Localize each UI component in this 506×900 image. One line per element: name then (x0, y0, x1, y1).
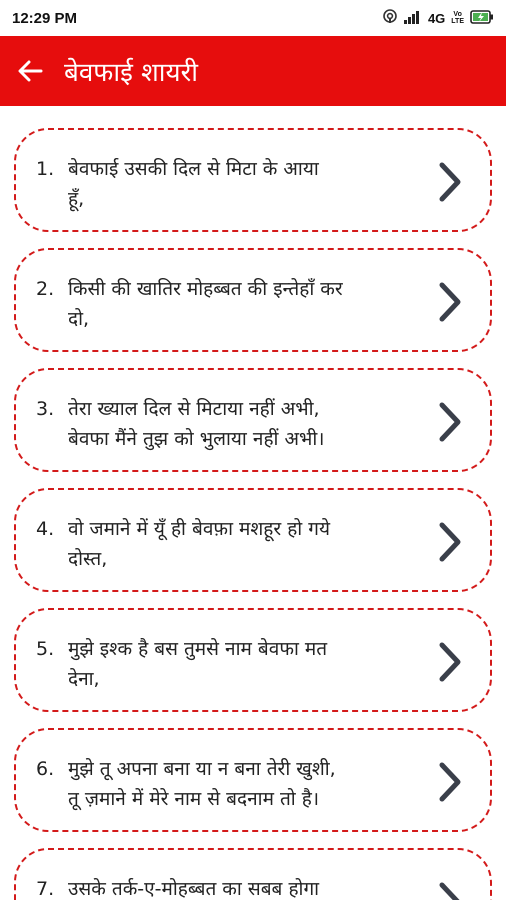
app-bar (0, 36, 506, 106)
network-type: 4G (427, 10, 446, 26)
list-item[interactable] (14, 608, 492, 712)
chevron-right-icon[interactable] (430, 160, 470, 204)
list-item[interactable] (14, 248, 492, 352)
chevron-right-icon[interactable] (430, 640, 470, 684)
status-bar (0, 0, 506, 36)
item-line2: देना, (68, 668, 100, 690)
chevron-right-icon[interactable] (430, 520, 470, 564)
item-line1: बेवफाई उसकी दिल से मिटा के आया (68, 158, 319, 180)
list-item-text (36, 754, 432, 814)
item-number: 5. (36, 638, 55, 660)
list-item-text (36, 514, 432, 574)
item-line1: तेरा ख्याल दिल से मिटाया नहीं अभी, (68, 398, 320, 420)
item-line1: किसी की खातिर मोहब्बत की इन्तेहाँ कर (68, 278, 343, 300)
list-item[interactable] (14, 848, 492, 900)
chevron-right-icon[interactable] (430, 760, 470, 804)
list-item[interactable] (14, 728, 492, 832)
item-line2: तू ज़माने में मेरे नाम से बदनाम तो है। (68, 788, 320, 810)
chevron-right-icon[interactable] (430, 400, 470, 444)
shayari-list[interactable] (0, 106, 506, 900)
page-title: बेवफाई शायरी (64, 58, 198, 88)
arrow-left-icon[interactable] (14, 55, 46, 87)
chevron-right-icon[interactable] (430, 280, 470, 324)
list-item-text (36, 874, 432, 900)
status-icons (382, 8, 494, 28)
item-number: 1. (36, 158, 55, 180)
battery-charging-icon (470, 9, 494, 28)
item-line2: दोस्त, (68, 548, 108, 570)
list-item[interactable] (14, 128, 492, 232)
list-item-text (36, 634, 432, 694)
list-item-text (36, 394, 432, 454)
item-line1: मुझे इश्क है बस तुमसे नाम बेवफा मत (68, 638, 328, 660)
item-number: 3. (36, 398, 55, 420)
item-number: 6. (36, 758, 55, 780)
signal-icon (404, 9, 422, 28)
item-line2: हूँ, (68, 188, 85, 210)
chevron-right-icon[interactable] (430, 880, 470, 900)
item-line1: मुझे तू अपना बना या न बना तेरी खुशी, (68, 758, 336, 780)
list-item[interactable] (14, 368, 492, 472)
item-line1: वो जमाने में यूँ ही बेवफ़ा मशहूर हो गये (68, 518, 330, 540)
item-line1: उसके तर्क-ए-मोहब्बत का सबब होगा (68, 878, 320, 900)
volte-indicator (451, 11, 464, 25)
item-number: 2. (36, 278, 55, 300)
status-time: 12:29 PM (12, 9, 78, 27)
item-number: 4. (36, 518, 55, 540)
item-number: 7. (36, 878, 55, 900)
volte-line2: LTE (451, 18, 464, 25)
item-line2: दो, (68, 308, 90, 330)
list-item-text (36, 154, 432, 214)
list-item[interactable] (14, 488, 492, 592)
hotspot-icon (382, 8, 398, 28)
volte-line1: Vo (453, 11, 462, 18)
item-line2: बेवफा मैंने तुझ को भुलाया नहीं अभी। (68, 428, 325, 450)
list-item-text (36, 274, 432, 334)
